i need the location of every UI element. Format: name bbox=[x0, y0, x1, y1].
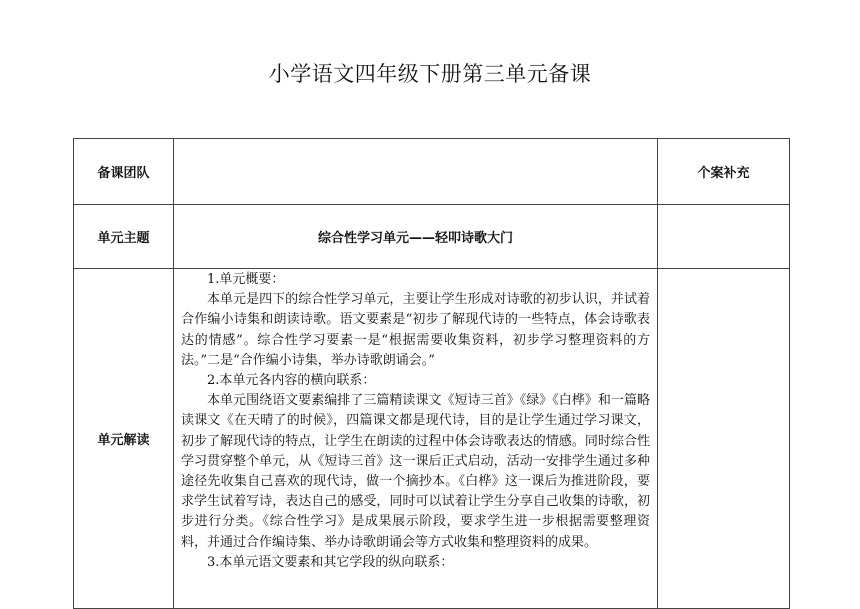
reading-content-cell bbox=[174, 269, 658, 609]
supplement-header: 个案补充 bbox=[697, 166, 750, 181]
team-value-cell bbox=[174, 139, 658, 205]
vertical-links-heading: 3.本单元语文要素和其它学段的纵向联系： bbox=[207, 554, 454, 570]
reading-label-cell bbox=[74, 269, 174, 609]
horizontal-links-heading: 2.本单元各内容的横向联系： bbox=[207, 373, 376, 389]
theme-value: 综合性学习单元——轻叩诗歌大门 bbox=[317, 231, 513, 246]
theme-value-cell bbox=[174, 205, 658, 269]
document-title: 小学语文四年级下册第三单元备课 bbox=[268, 62, 592, 86]
theme-label-cell bbox=[74, 205, 174, 269]
theme-row bbox=[74, 205, 790, 269]
reading-row bbox=[74, 269, 790, 609]
reading-supplement-cell bbox=[658, 269, 790, 609]
supplement-header-cell bbox=[658, 139, 790, 205]
team-row bbox=[74, 139, 790, 205]
overview-paragraph: 本单元是四下的综合性学习单元，主要让学生形成对诗歌的初步认识，并试着合作编小诗集和朗读诗歌。语文要素是“初步了解现代诗的一些特点，体会诗歌表达的情感”。综合性学习要素一是“根据需要收集资料，初步学习整理资料的方法。”二是“合作编小诗集，举办诗歌朗诵会。” bbox=[181, 292, 650, 368]
overview-heading: 1.单元概要： bbox=[207, 272, 285, 287]
team-label-cell bbox=[74, 139, 174, 205]
theme-supplement-cell bbox=[658, 205, 790, 269]
reading-label: 单元解读 bbox=[97, 433, 150, 448]
horizontal-links-paragraph: 本单元围绕语文要素编排了三篇精读课文《短诗三首》《绿》《白桦》和一篇略读课文《在天晴了的时候》，四篇课文都是现代诗，目的是让学生通过学习课文，初步了解现代诗的特点，让学生在朗读的过程中体会诗歌表达的情感。同时综合性学习贯穿整个单元，从《短诗三首》这一课后正式启动，活动一安排学生通过多种途径先收集自己喜欢的现代诗，做一个摘抄本。《白桦》这一课后为推进阶段，要求学生试着写诗，表达自己的感受，同时可以试着让学生分享自己收集的诗歌，初步进行分类。《综合性学习》是成果展示阶段，要求学生进一步根据需要整理资料，并通过合作编诗集、举办诗歌朗诵会等方式收集和整理资料的成果。 bbox=[181, 393, 650, 550]
team-label: 备课团队 bbox=[97, 166, 150, 181]
theme-label: 单元主题 bbox=[97, 231, 150, 246]
lesson-plan-table bbox=[73, 138, 790, 609]
